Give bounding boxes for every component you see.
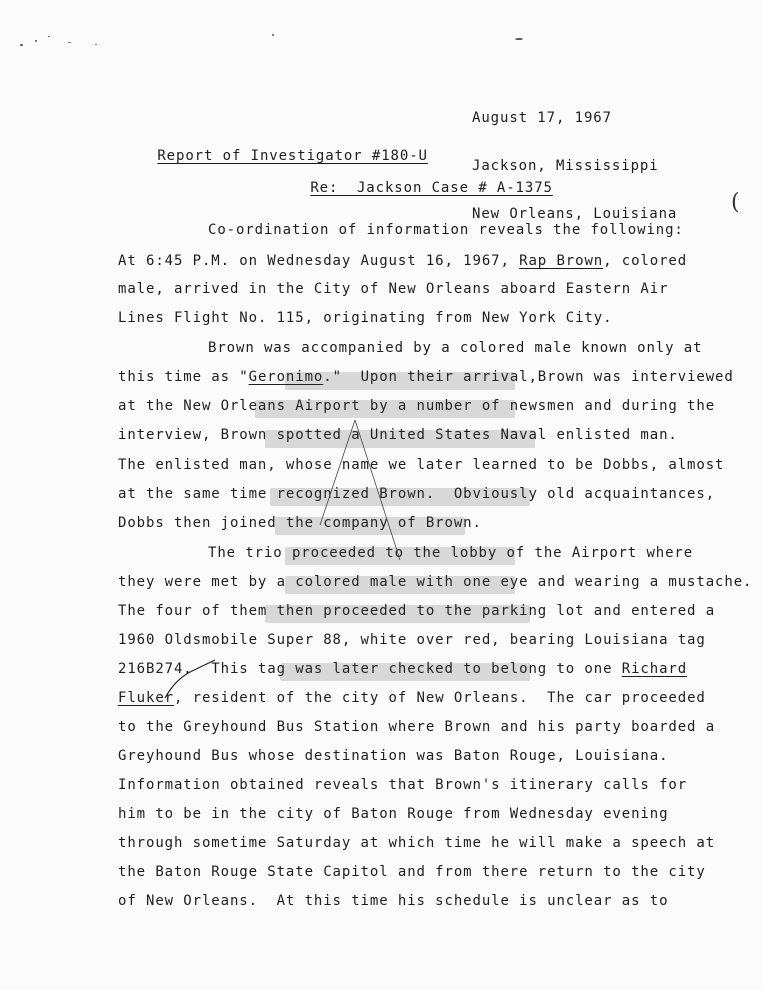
body-line: to the Greyhound Bus Station where Brown and his party boarded a [118,719,716,735]
body-line: Information obtained reveals that Brown's itinerary calls for [118,777,688,793]
case-reference-text: Re: Jackson Case # A-1375 [310,180,553,196]
body-line: him to be in the city of Baton Rouge from Wednesday evening [118,806,669,822]
line-text: , resident of the city of New Orleans. The car proceeded [173,690,706,706]
body-line: The four of them then proceeded to the parking lot and entered a [118,603,716,619]
underlined-name: Richard [621,661,688,677]
body-line: Dobbs then joined the company of Brown. [118,515,482,531]
line-text: 216B274. This tag was later checked to belong to one [118,661,622,677]
line-text: At 6:45 P.M. on Wednesday August 16, 1967, [118,253,520,269]
margin-mark: ( [731,190,740,215]
location-new-orleans: New Orleans, Louisiana [472,206,678,222]
body-line: they were met by a colored male with one eye and wearing a mustache. [118,574,753,590]
body-line: at the New Orleans Airport by a number of newsmen and during the [118,398,716,414]
body-line: through sometime Saturday at which time he will make a speech at [118,835,716,851]
pen-stroke [165,660,215,698]
report-date: August 17, 1967 [472,110,612,126]
pencil-stroke [355,420,400,560]
line-text: this time as " [118,369,249,385]
body-line: at the same time recognized Brown. Obviously old acquaintances, [118,486,716,502]
line-text: , colored [603,253,688,269]
body-line: Lines Flight No. 115, originating from New York City. [118,310,613,326]
body-line: of New Orleans. At this time his schedule is unclear as to [118,893,669,909]
report-title-text: Report of Investigator #180-U [157,148,428,164]
body-line: Co-ordination of information reveals the following: [208,222,684,238]
pencil-stroke [320,420,355,525]
body-line: male, arrived in the City of New Orleans aboard Eastern Air [118,281,669,297]
underlined-name: Rap Brown [519,253,604,269]
body-line: interview, Brown spotted a United States Naval enlisted man. [118,427,678,443]
body-line: Brown was accompanied by a colored male known only at [208,340,703,356]
body-line: The enlisted man, whose name we later learned to be Dobbs, almost [118,457,725,473]
body-line: Greyhound Bus whose destination was Baton Rouge, Louisiana. [118,748,669,764]
body-line: the Baton Rouge State Capitol and from there return to the city [118,864,706,880]
line-text: ." Upon their arrival,Brown was interviewed [323,369,734,385]
body-line: The trio proceeded to the lobby of the Airport where [208,545,694,561]
underlined-name: Fluker [118,690,174,706]
body-line: 1960 Oldsmobile Super 88, white over red, bearing Louisiana tag [118,632,706,648]
underlined-name: Geronimo [248,369,324,385]
location-jackson: Jackson, Mississippi [472,158,659,174]
